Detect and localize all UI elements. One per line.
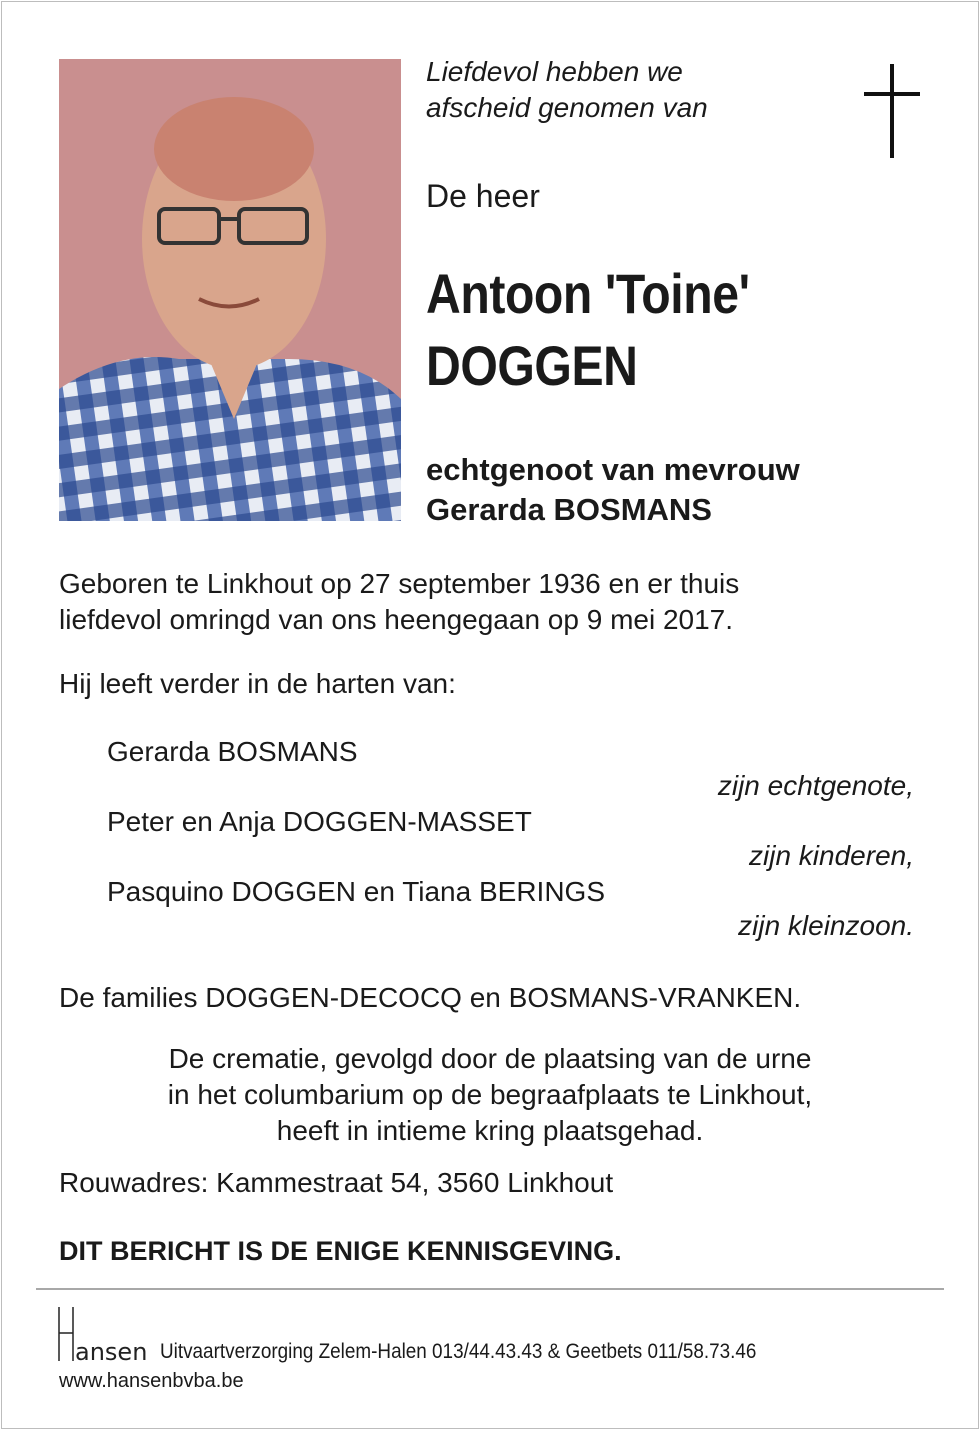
- ceremony-text: [0, 1041, 980, 1149]
- text-line: liefdevol omringd van ons heengegaan op 9 mei 2017.: [59, 604, 734, 635]
- survivor-names: Pasquino DOGGEN en Tiana BERINGS: [107, 876, 605, 907]
- intro-line: Liefdevol hebben we: [426, 56, 683, 87]
- survivors-intro: Hij leeft verder in de harten van:: [59, 668, 456, 699]
- website-link[interactable]: www.hansenbvba.be: [59, 1370, 244, 1392]
- intro-text: [426, 54, 708, 126]
- address-text: Rouwadres: Kammestraat 54, 3560 Linkhout: [59, 1167, 614, 1198]
- survivor-names: Gerarda BOSMANS: [107, 736, 358, 767]
- families-text: De families DOGGEN-DECOCQ en BOSMANS-VRANKEN.: [59, 982, 802, 1013]
- hansen-logo: [57, 1305, 157, 1372]
- honorific: De heer: [426, 178, 540, 214]
- intro-line: afscheid genomen van: [426, 92, 708, 123]
- text-line: heeft in intieme kring plaatsgehad.: [276, 1115, 704, 1146]
- spouse-info: [426, 450, 800, 530]
- text-line: Geboren te Linkhout op 27 september 1936 en er thuis: [59, 568, 740, 599]
- portrait-photo: [59, 59, 401, 521]
- name-line: Antoon 'Toine': [426, 262, 750, 325]
- svg-text:ansen: ansen: [75, 1338, 148, 1365]
- divider: [36, 1288, 944, 1290]
- survivor-relation: zijn echtgenote,: [717, 770, 914, 801]
- birth-death-text: [59, 566, 739, 638]
- notice-text: DIT BERICHT IS DE ENIGE KENNISGEVING.: [59, 1236, 622, 1266]
- cross-icon: [864, 64, 920, 158]
- text-line: in het columbarium op de begraafplaats te Linkhout,: [167, 1079, 813, 1110]
- survivor-relation: zijn kinderen,: [749, 840, 914, 871]
- funeral-home-info: Uitvaartverzorging Zelem-Halen 013/44.43.43 & Geetbets 011/58.73.46: [160, 1340, 757, 1363]
- survivor-names: Peter en Anja DOGGEN-MASSET: [107, 806, 532, 837]
- text-line: De crematie, gevolgd door de plaatsing van de urne: [168, 1043, 812, 1074]
- survivor-relation: zijn kleinzoon.: [738, 910, 914, 941]
- spouse-name: Gerarda BOSMANS: [426, 492, 712, 527]
- spouse-line: echtgenoot van mevrouw: [426, 452, 800, 487]
- deceased-name: [426, 258, 750, 402]
- surname-line: DOGGEN: [426, 334, 638, 397]
